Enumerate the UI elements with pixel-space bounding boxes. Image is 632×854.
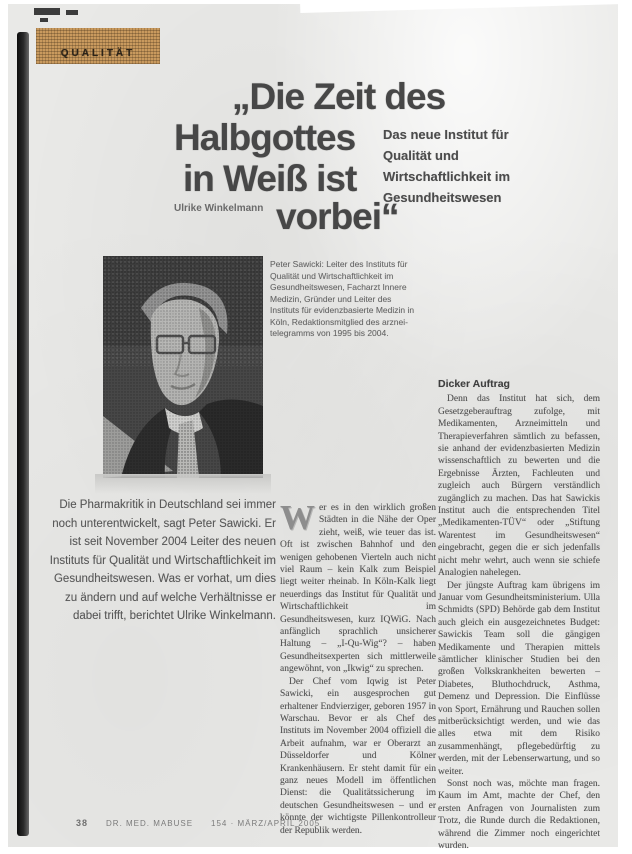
body-paragraph: Denn das Institut hat sich, dem Gesetzgeberauftrag zufolge, mit Medikamenten, Arzneimitteln und Therapieverfahren sämtlich zu befassen, sie anhand der evidenzbasierten Medizin wissenschaftlich zu bewerten und die Ergebnisse Ärzten, Fachleuten und zugleich auch Bürgern verständlich zugänglich zu machen. Das hat Sawickis Institut auch die entsprechenden Titel „Medikamenten-TÜV“ oder „Stiftung Warentest im Gesundheitswesen“ eingebracht, gegen die er sich jedenfalls nicht mehr wehrt, auch wenn sie schiefe Analogien nahelegen. <box>438 394 600 579</box>
body-text: er es in den wirklich großen Städten in die Nähe der Oper zieht, weiß, wie teuer das ist. Oft ist zwischen Bahnhof und den wenigen gehobenen Vierteln auch nicht viel Raum – kein Kalk zum Beispiel liegt weiter rheinab. In Köln-Kalk liegt neuerdings das Institut für Qualität und Wirtschaftlichkeit im Gesundheitswesen, kurz IQWiG. Nach anfänglich sprachlich unsicherer Haltung – „I-Qu-Wig“? – haben Gesundheitsexperten sich mittlerweile angewöhnt, von „Ikwig“ zu sprechen. <box>280 503 436 675</box>
headline-line-4: vorbei“ <box>276 196 399 237</box>
page-number: 38 <box>76 818 89 828</box>
body-paragraph: Sonst noch was, möchte man fragen. Kaum im Amt, machte der Chef, den ersten Anfragen von Journalisten zum Trotz, die Runde durch die Redaktionen, während die Zimmer noch eingerichtet wurden. <box>438 779 600 852</box>
body-column-2 <box>438 378 600 852</box>
scan-artifact <box>40 18 48 22</box>
scan-gutter-shadow <box>17 32 29 836</box>
author-byline: Ulrike Winkelmann <box>174 203 264 214</box>
intro-paragraph: Die Pharmakritik in Deutschland sei immer noch unterentwickelt, sagt Peter Sawicki. Er ist seit November 2004 Leiter des neuen Instituts für Qualität und Wirtschaftlichkeit im Gesundheitswesen. Was er vorhat, um dies zu ändern und auf welche Verhältnisse er dabei trifft, berichtet Ulrike Winkelmann. <box>49 499 276 622</box>
portrait-photo <box>103 256 263 478</box>
subsection-heading: Dicker Auftrag <box>438 378 510 390</box>
section-tab <box>36 28 160 64</box>
page-edge-shadow <box>598 4 616 847</box>
article-subtitle: Das neue Institut für Qualität und Wirtschaftlichkeit im Gesundheitswesen <box>383 127 511 205</box>
headline-line-1: „Die Zeit des <box>232 76 446 117</box>
body-column-1 <box>280 498 436 837</box>
section-label: QUALITÄT <box>60 48 136 59</box>
headline-line-3: in Weiß ist <box>183 158 357 199</box>
issue-info: 154 · MÄRZ/APRIL 2005 <box>211 819 321 828</box>
photo-bottom-shadow <box>95 474 271 494</box>
scan-artifact <box>66 10 78 15</box>
body-paragraph: Der Chef vom Iqwig ist Peter Sawicki, ein ausgesprochen gut erhaltener Endvierziger, geboren 1957 in Warschau. Bevor er als Chef des Instituts im November 2004 offiziell die Arbeit aufnahm, war er Oberarzt an Düsseldorfer und Kölner Krankenhäusern. Er steht damit für ein ganz neues Modell im öffentlichen Dienst: die Qualitätssicherung im deutschen Gesundheitswesen – und er könnte der wichtigste Pillenkontrolleur der Republik werden. <box>280 676 436 836</box>
page-footer <box>76 818 320 828</box>
drop-cap: W <box>280 498 315 537</box>
body-paragraph <box>280 498 436 676</box>
body-paragraph: Der jüngste Auftrag kam übrigens im Januar vom Gesundheitsministerium. Ulla Schmidts (SPD) Behörde gab dem Institut auch gleich ein ausgezeichnetes Budget: Sawickis Team soll die gängigen Medikamente und Therapien mittels sämtlicher klinischer Studien bei den großen Volkskrankheiten bewerten – Diabetes, Bluthochdruck, Asthma, Demenz und Depression. Die Einflüsse von Sport, Ernährung und Rauchen sollen mitberücksichtigt werden, und wie das alles etwa mit dem Risiko zusammenhängt, pflegebedürftig zu werden, mit der Lebenserwartung, und so weiter. <box>438 580 600 777</box>
journal-name: DR. MED. MABUSE <box>106 819 194 828</box>
headline-line-2: Halbgottes <box>174 117 356 158</box>
photo-caption: Peter Sawicki: Leiter des Instituts für Qualität und Wirtschaftlichkeit im Gesundheitswesen, Facharzt Innere Medizin, Gründer und Leiter des Instituts für evidenzbasierte Medizin in Köln, Redaktionsmitglied des arznei-telegramms von 1995 bis 2004. <box>270 259 415 338</box>
scan-artifact <box>34 8 60 15</box>
